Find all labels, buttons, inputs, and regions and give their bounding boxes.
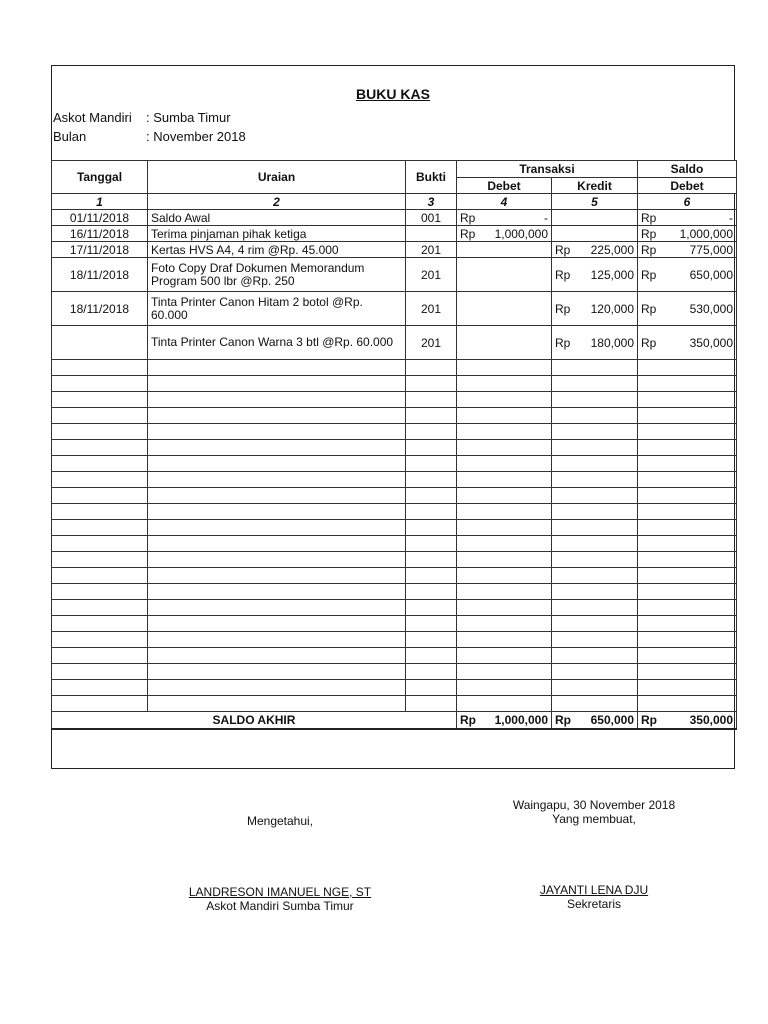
table-row	[52, 226, 737, 242]
empty-cell	[638, 376, 737, 392]
cell-kredit	[552, 326, 638, 360]
currency: Rp	[460, 226, 476, 241]
empty-cell	[148, 648, 406, 664]
empty-cell	[638, 632, 737, 648]
empty-cell	[52, 536, 148, 552]
empty-cell	[406, 456, 457, 472]
empty-cell	[52, 600, 148, 616]
meta-value: : November 2018	[146, 129, 246, 144]
cell-tanggal: 18/11/2018	[52, 258, 148, 292]
empty-cell	[148, 568, 406, 584]
empty-cell	[638, 680, 737, 696]
amount: 225,000	[590, 242, 634, 257]
empty-cell	[52, 552, 148, 568]
empty-cell	[552, 440, 638, 456]
empty-cell	[638, 616, 737, 632]
signer-role: Sekretaris	[566, 897, 622, 911]
signature-left	[180, 814, 380, 913]
empty-row	[52, 552, 737, 568]
signature-caption: Yang membuat,	[552, 812, 636, 826]
empty-cell	[52, 408, 148, 424]
empty-cell	[457, 552, 552, 568]
cell-kredit	[552, 226, 638, 242]
table-row	[52, 242, 737, 258]
empty-cell	[148, 456, 406, 472]
cell-tanggal: 17/11/2018	[52, 242, 148, 258]
empty-cell	[52, 616, 148, 632]
empty-cell	[148, 552, 406, 568]
empty-cell	[638, 664, 737, 680]
empty-cell	[148, 392, 406, 408]
empty-cell	[457, 456, 552, 472]
cell-uraian: Foto Copy Draf Dokumen Memorandum Program 500 lbr @Rp. 250	[148, 258, 406, 292]
empty-cell	[552, 568, 638, 584]
signer-name: JAYANTI LENA DJU	[539, 883, 649, 897]
header-tanggal: Tanggal	[52, 161, 148, 194]
empty-cell	[457, 616, 552, 632]
header-debet: Debet	[457, 178, 552, 194]
empty-cell	[148, 584, 406, 600]
empty-cell	[148, 600, 406, 616]
cell-bukti	[406, 226, 457, 242]
empty-cell	[148, 536, 406, 552]
empty-cell	[457, 440, 552, 456]
currency: Rp	[641, 335, 657, 350]
empty-cell	[406, 552, 457, 568]
empty-cell	[457, 472, 552, 488]
empty-cell	[457, 680, 552, 696]
place-date: Waingapu, 30 November 2018	[512, 798, 676, 812]
empty-cell	[148, 424, 406, 440]
signer-role: Askot Mandiri Sumba Timur	[206, 899, 354, 913]
empty-cell	[406, 680, 457, 696]
empty-cell	[638, 408, 737, 424]
empty-cell	[148, 632, 406, 648]
empty-cell	[552, 376, 638, 392]
empty-cell	[552, 424, 638, 440]
cell-kredit	[552, 210, 638, 226]
empty-cell	[457, 360, 552, 376]
currency: Rp	[641, 226, 657, 241]
empty-cell	[457, 584, 552, 600]
empty-cell	[457, 488, 552, 504]
currency: Rp	[460, 713, 476, 727]
empty-cell	[638, 696, 737, 712]
table-row	[52, 258, 737, 292]
column-number: 3	[406, 194, 457, 210]
empty-cell	[457, 392, 552, 408]
meta-value: : Sumba Timur	[146, 110, 231, 125]
amount: 350,000	[689, 713, 733, 727]
empty-cell	[552, 584, 638, 600]
empty-cell	[148, 520, 406, 536]
empty-row	[52, 424, 737, 440]
cell-saldo	[638, 226, 737, 242]
empty-row	[52, 520, 737, 536]
table-row	[52, 326, 737, 360]
empty-cell	[406, 616, 457, 632]
empty-cell	[552, 680, 638, 696]
cell-debet	[457, 242, 552, 258]
amount: 350,000	[689, 335, 733, 350]
empty-cell	[52, 392, 148, 408]
signature-right	[494, 798, 694, 911]
amount: 120,000	[590, 301, 634, 316]
cell-saldo	[638, 258, 737, 292]
empty-cell	[552, 632, 638, 648]
currency: Rp	[641, 210, 657, 225]
empty-cell	[457, 696, 552, 712]
empty-cell	[406, 472, 457, 488]
empty-row	[52, 696, 737, 712]
currency: Rp	[641, 713, 657, 727]
currency: Rp	[555, 335, 571, 350]
cash-book-sheet	[51, 65, 735, 769]
empty-cell	[552, 504, 638, 520]
empty-row	[52, 616, 737, 632]
empty-row	[52, 680, 737, 696]
cell-kredit	[552, 258, 638, 292]
amount: 775,000	[689, 242, 733, 257]
empty-cell	[638, 584, 737, 600]
empty-cell	[148, 376, 406, 392]
empty-row	[52, 632, 737, 648]
column-number: 6	[638, 194, 737, 210]
amount: 180,000	[590, 335, 634, 350]
cash-book-table	[51, 160, 737, 730]
empty-cell	[406, 664, 457, 680]
header-saldo: Saldo	[638, 161, 737, 178]
empty-cell	[406, 392, 457, 408]
empty-cell	[638, 424, 737, 440]
cell-uraian: Terima pinjaman pihak ketiga	[148, 226, 406, 242]
amount: -	[544, 210, 548, 225]
empty-cell	[406, 648, 457, 664]
amount: 125,000	[590, 267, 634, 282]
cell-tanggal	[52, 326, 148, 360]
header-kredit: Kredit	[552, 178, 638, 194]
empty-cell	[406, 696, 457, 712]
empty-cell	[552, 488, 638, 504]
header-saldo-debet: Debet	[638, 178, 737, 194]
empty-cell	[52, 520, 148, 536]
cell-saldo	[638, 210, 737, 226]
empty-cell	[457, 376, 552, 392]
empty-cell	[406, 504, 457, 520]
empty-cell	[638, 488, 737, 504]
total-debet	[457, 712, 552, 730]
meta-label: Bulan	[53, 129, 87, 144]
cell-bukti: 201	[406, 326, 457, 360]
currency: Rp	[555, 267, 571, 282]
empty-cell	[52, 456, 148, 472]
cell-bukti: 201	[406, 258, 457, 292]
cell-bukti: 001	[406, 210, 457, 226]
currency: Rp	[641, 267, 657, 282]
empty-cell	[552, 696, 638, 712]
cell-uraian: Saldo Awal	[148, 210, 406, 226]
header-bukti: Bukti	[406, 161, 457, 194]
signature-caption: Mengetahui,	[246, 814, 314, 828]
empty-cell	[457, 632, 552, 648]
amount: 530,000	[689, 301, 733, 316]
empty-cell	[52, 472, 148, 488]
cell-kredit	[552, 242, 638, 258]
meta-askot	[53, 110, 231, 125]
column-number: 2	[148, 194, 406, 210]
empty-cell	[457, 648, 552, 664]
empty-cell	[52, 440, 148, 456]
empty-row	[52, 568, 737, 584]
empty-cell	[406, 440, 457, 456]
amount: 1,000,000	[679, 226, 733, 241]
amount: 1,000,000	[494, 713, 548, 727]
total-label: SALDO AKHIR	[52, 712, 457, 730]
empty-cell	[457, 568, 552, 584]
empty-cell	[148, 440, 406, 456]
empty-cell	[406, 376, 457, 392]
amount: 1,000,000	[494, 226, 548, 241]
empty-cell	[457, 424, 552, 440]
header-transaksi: Transaksi	[457, 161, 638, 178]
empty-cell	[638, 472, 737, 488]
empty-cell	[638, 536, 737, 552]
empty-row	[52, 376, 737, 392]
empty-cell	[52, 664, 148, 680]
empty-cell	[638, 568, 737, 584]
meta-label: Askot Mandiri	[53, 110, 132, 125]
empty-cell	[148, 680, 406, 696]
empty-row	[52, 584, 737, 600]
empty-cell	[148, 408, 406, 424]
empty-cell	[52, 568, 148, 584]
empty-cell	[148, 488, 406, 504]
table-row	[52, 292, 737, 326]
empty-cell	[52, 632, 148, 648]
empty-cell	[552, 536, 638, 552]
empty-cell	[638, 520, 737, 536]
empty-cell	[638, 648, 737, 664]
empty-cell	[638, 456, 737, 472]
currency: Rp	[555, 713, 571, 727]
empty-cell	[552, 520, 638, 536]
empty-cell	[406, 584, 457, 600]
cell-bukti: 201	[406, 242, 457, 258]
cell-uraian: Tinta Printer Canon Hitam 2 botol @Rp. 60.000	[148, 292, 406, 326]
empty-row	[52, 440, 737, 456]
empty-row	[52, 456, 737, 472]
currency: Rp	[555, 242, 571, 257]
cell-uraian: Tinta Printer Canon Warna 3 btl @Rp. 60.000	[148, 326, 406, 360]
cell-uraian: Kertas HVS A4, 4 rim @Rp. 45.000	[148, 242, 406, 258]
empty-cell	[457, 504, 552, 520]
empty-row	[52, 360, 737, 376]
total-row	[52, 712, 737, 730]
cell-debet	[457, 292, 552, 326]
cell-debet	[457, 226, 552, 242]
empty-cell	[148, 696, 406, 712]
empty-cell	[638, 600, 737, 616]
currency: Rp	[641, 242, 657, 257]
empty-cell	[52, 488, 148, 504]
empty-cell	[552, 408, 638, 424]
currency: Rp	[460, 210, 476, 225]
signer-name: LANDRESON IMANUEL NGE, ST	[188, 885, 372, 899]
amount: 650,000	[689, 267, 733, 282]
empty-cell	[52, 680, 148, 696]
amount: 650,000	[590, 713, 634, 727]
total-saldo	[638, 712, 737, 730]
total-kredit	[552, 712, 638, 730]
empty-row	[52, 408, 737, 424]
empty-cell	[552, 392, 638, 408]
empty-row	[52, 472, 737, 488]
cell-bukti: 201	[406, 292, 457, 326]
empty-cell	[52, 504, 148, 520]
cell-tanggal: 16/11/2018	[52, 226, 148, 242]
empty-cell	[52, 648, 148, 664]
empty-cell	[406, 360, 457, 376]
empty-cell	[406, 536, 457, 552]
empty-cell	[552, 600, 638, 616]
empty-cell	[406, 424, 457, 440]
cell-debet	[457, 210, 552, 226]
cell-kredit	[552, 292, 638, 326]
empty-cell	[457, 664, 552, 680]
cell-debet	[457, 326, 552, 360]
empty-cell	[638, 360, 737, 376]
empty-cell	[148, 504, 406, 520]
empty-cell	[638, 504, 737, 520]
empty-cell	[457, 536, 552, 552]
cell-debet	[457, 258, 552, 292]
empty-cell	[457, 600, 552, 616]
cell-saldo	[638, 292, 737, 326]
empty-cell	[52, 696, 148, 712]
empty-row	[52, 600, 737, 616]
empty-cell	[457, 520, 552, 536]
empty-row	[52, 504, 737, 520]
empty-cell	[148, 616, 406, 632]
empty-cell	[552, 616, 638, 632]
empty-row	[52, 392, 737, 408]
currency: Rp	[555, 301, 571, 316]
empty-cell	[148, 472, 406, 488]
empty-cell	[552, 552, 638, 568]
empty-cell	[52, 424, 148, 440]
empty-cell	[406, 408, 457, 424]
empty-cell	[406, 600, 457, 616]
currency: Rp	[641, 301, 657, 316]
empty-cell	[52, 360, 148, 376]
empty-cell	[552, 456, 638, 472]
empty-cell	[638, 392, 737, 408]
empty-cell	[52, 376, 148, 392]
empty-cell	[406, 488, 457, 504]
empty-row	[52, 488, 737, 504]
empty-cell	[406, 568, 457, 584]
empty-cell	[148, 360, 406, 376]
amount: -	[729, 210, 733, 225]
empty-cell	[552, 648, 638, 664]
cell-tanggal: 18/11/2018	[52, 292, 148, 326]
empty-cell	[406, 632, 457, 648]
table-row	[52, 210, 737, 226]
document-title: BUKU KAS	[356, 86, 430, 102]
empty-cell	[552, 472, 638, 488]
empty-cell	[148, 664, 406, 680]
empty-cell	[52, 584, 148, 600]
cell-tanggal: 01/11/2018	[52, 210, 148, 226]
cell-saldo	[638, 326, 737, 360]
header-uraian: Uraian	[148, 161, 406, 194]
empty-cell	[638, 440, 737, 456]
cell-saldo	[638, 242, 737, 258]
empty-cell	[552, 360, 638, 376]
column-number: 5	[552, 194, 638, 210]
empty-cell	[457, 408, 552, 424]
column-number: 4	[457, 194, 552, 210]
empty-cell	[552, 664, 638, 680]
empty-cell	[638, 552, 737, 568]
empty-row	[52, 648, 737, 664]
meta-bulan	[53, 129, 246, 144]
empty-cell	[406, 520, 457, 536]
empty-row	[52, 536, 737, 552]
column-number: 1	[52, 194, 148, 210]
empty-row	[52, 664, 737, 680]
